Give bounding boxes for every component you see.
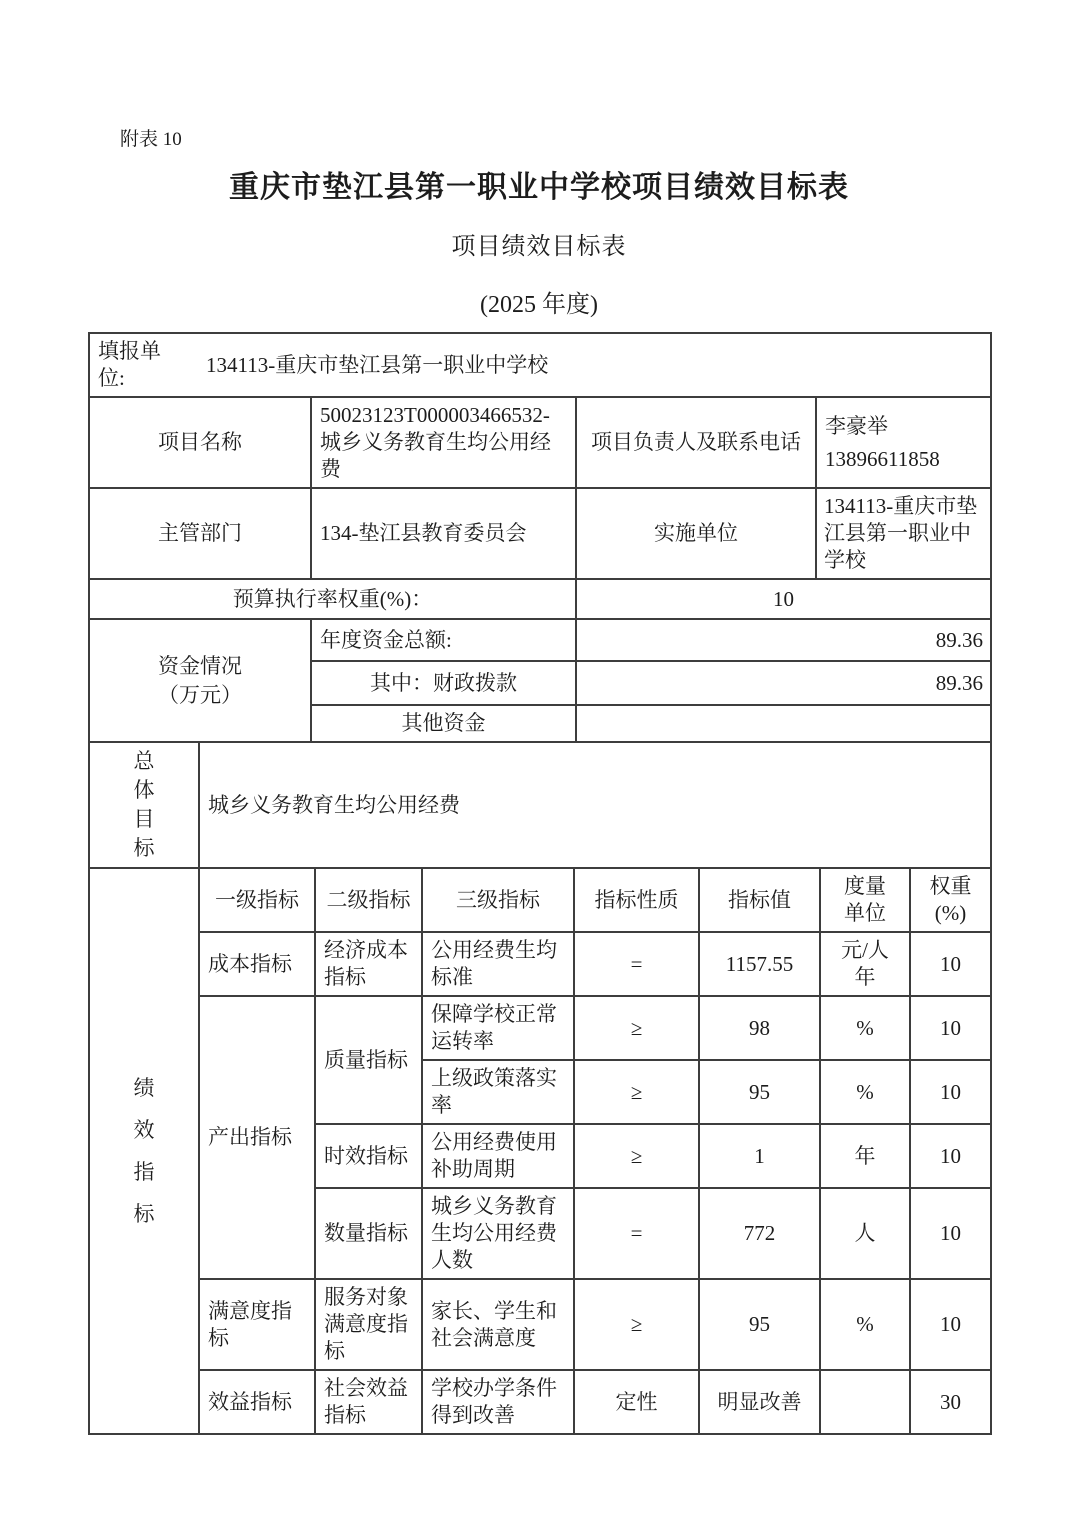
project-name-row <box>89 397 991 488</box>
nature-cell: ≥ <box>574 1060 699 1124</box>
reporting-unit-cell <box>89 333 991 397</box>
unit-cell: 年 <box>820 1124 910 1188</box>
funding-fiscal-label: 其中：财政拨款 <box>311 661 576 705</box>
weight-cell: 10 <box>910 932 991 996</box>
fiscal-year: (2025 年度) <box>480 292 598 318</box>
nature-cell: = <box>574 1188 699 1279</box>
funding-total-label: 年度资金总额: <box>311 619 576 661</box>
funding-other-value <box>576 705 991 742</box>
funding-section-label <box>89 619 311 742</box>
unit-cell <box>820 1370 910 1434</box>
level3-cell: 公用经费使用补助周期 <box>422 1124 574 1188</box>
level2-cell: 经济成本指标 <box>315 932 422 996</box>
level1-cell: 效益指标 <box>199 1370 315 1434</box>
header-value: 指标值 <box>699 868 820 932</box>
budget-rate-label: 预算执行率权重(%)： <box>89 579 576 619</box>
project-leader-label: 项目负责人及联系电话 <box>576 397 816 488</box>
reporting-unit-row <box>89 333 991 397</box>
nature-cell: ≥ <box>574 1279 699 1370</box>
level3-cell: 公用经费生均标准 <box>422 932 574 996</box>
funding-total-row <box>89 619 991 661</box>
implement-unit-label: 实施单位 <box>576 488 816 579</box>
nature-cell: ≥ <box>574 996 699 1060</box>
annex-label: 附表 10 <box>120 129 182 150</box>
performance-table <box>88 741 992 1435</box>
budget-rate-row <box>89 579 991 619</box>
value-cell: 1 <box>699 1124 820 1188</box>
performance-section-label-cell <box>89 868 199 1434</box>
supervisor-value: 134-垫江县教育委员会 <box>311 488 576 579</box>
level2-cell: 时效指标 <box>315 1124 422 1188</box>
value-cell: 95 <box>699 1060 820 1124</box>
funding-label-line1: 资金情况 <box>158 653 242 678</box>
overall-goal-row <box>89 742 991 868</box>
header-nature: 指标性质 <box>574 868 699 932</box>
unit-cell: 人 <box>820 1188 910 1279</box>
overall-goal-label: 总体目标 <box>133 749 155 860</box>
level2-cell: 社会效益指标 <box>315 1370 422 1434</box>
unit-cell: % <box>820 1279 910 1370</box>
page-title: 重庆市垫江县第一职业中学校项目绩效目标表 <box>229 171 849 204</box>
project-name-value: 50023123T000003466532-城乡义务教育生均公用经费 <box>311 397 576 488</box>
unit-cell: % <box>820 996 910 1060</box>
supervisor-row <box>89 488 991 579</box>
reporting-unit-label: 填报单位: <box>98 339 161 390</box>
level3-cell: 城乡义务教育生均公用经费人数 <box>422 1188 574 1279</box>
header-level2: 二级指标 <box>315 868 422 932</box>
level2-cell: 数量指标 <box>315 1188 422 1279</box>
overall-goal-value: 城乡义务教育生均公用经费 <box>199 742 991 868</box>
indicator-row-benefit <box>89 1370 991 1434</box>
indicator-row-satisfaction <box>89 1279 991 1370</box>
level1-cell: 成本指标 <box>199 932 315 996</box>
leader-phone: 13896611858 <box>825 446 940 471</box>
header-unit: 度量单位 <box>820 868 910 932</box>
funding-fiscal-value: 89.36 <box>576 661 991 705</box>
project-info-table <box>88 332 992 743</box>
indicator-row-quality-1 <box>89 996 991 1060</box>
nature-cell: = <box>574 932 699 996</box>
weight-cell: 10 <box>910 1279 991 1370</box>
page-subtitle: 项目绩效目标表 <box>451 234 627 260</box>
unit-cell: 元/人年 <box>820 932 910 996</box>
supervisor-label: 主管部门 <box>89 488 311 579</box>
level1-cell: 产出指标 <box>199 996 315 1279</box>
performance-section-label: 绩效指标 <box>133 1076 155 1226</box>
weight-cell: 30 <box>910 1370 991 1434</box>
project-name-label: 项目名称 <box>89 397 311 488</box>
weight-cell: 10 <box>910 1124 991 1188</box>
nature-cell: ≥ <box>574 1124 699 1188</box>
indicator-header-row <box>89 868 991 932</box>
level3-cell: 保障学校正常运转率 <box>422 996 574 1060</box>
header-level1: 一级指标 <box>199 868 315 932</box>
value-cell: 明显改善 <box>699 1370 820 1434</box>
unit-cell: % <box>820 1060 910 1124</box>
overall-goal-label-cell <box>89 742 199 868</box>
level3-cell: 上级政策落实率 <box>422 1060 574 1124</box>
level2-cell: 质量指标 <box>315 996 422 1124</box>
budget-rate-value: 10 <box>576 579 991 619</box>
nature-cell: 定性 <box>574 1370 699 1434</box>
funding-total-value: 89.36 <box>576 619 991 661</box>
value-cell: 95 <box>699 1279 820 1370</box>
header-weight: 权重(%) <box>910 868 991 932</box>
funding-label-line2: （万元） <box>158 682 242 707</box>
level2-cell: 服务对象满意度指标 <box>315 1279 422 1370</box>
indicator-row-cost <box>89 932 991 996</box>
value-cell: 1157.55 <box>699 932 820 996</box>
project-leader-value <box>816 397 991 488</box>
funding-other-label: 其他资金 <box>311 705 576 742</box>
weight-cell: 10 <box>910 1188 991 1279</box>
weight-cell: 10 <box>910 1060 991 1124</box>
leader-name: 李豪举 <box>825 413 888 438</box>
header-level3: 三级指标 <box>422 868 574 932</box>
value-cell: 772 <box>699 1188 820 1279</box>
value-cell: 98 <box>699 996 820 1060</box>
level3-cell: 家长、学生和社会满意度 <box>422 1279 574 1370</box>
implement-unit-value: 134113-重庆市垫江县第一职业中学校 <box>816 488 991 579</box>
level1-cell: 满意度指标 <box>199 1279 315 1370</box>
weight-cell: 10 <box>910 996 991 1060</box>
reporting-unit-value: 134113-重庆市垫江县第一职业中学校 <box>206 352 549 377</box>
level3-cell: 学校办学条件得到改善 <box>422 1370 574 1434</box>
